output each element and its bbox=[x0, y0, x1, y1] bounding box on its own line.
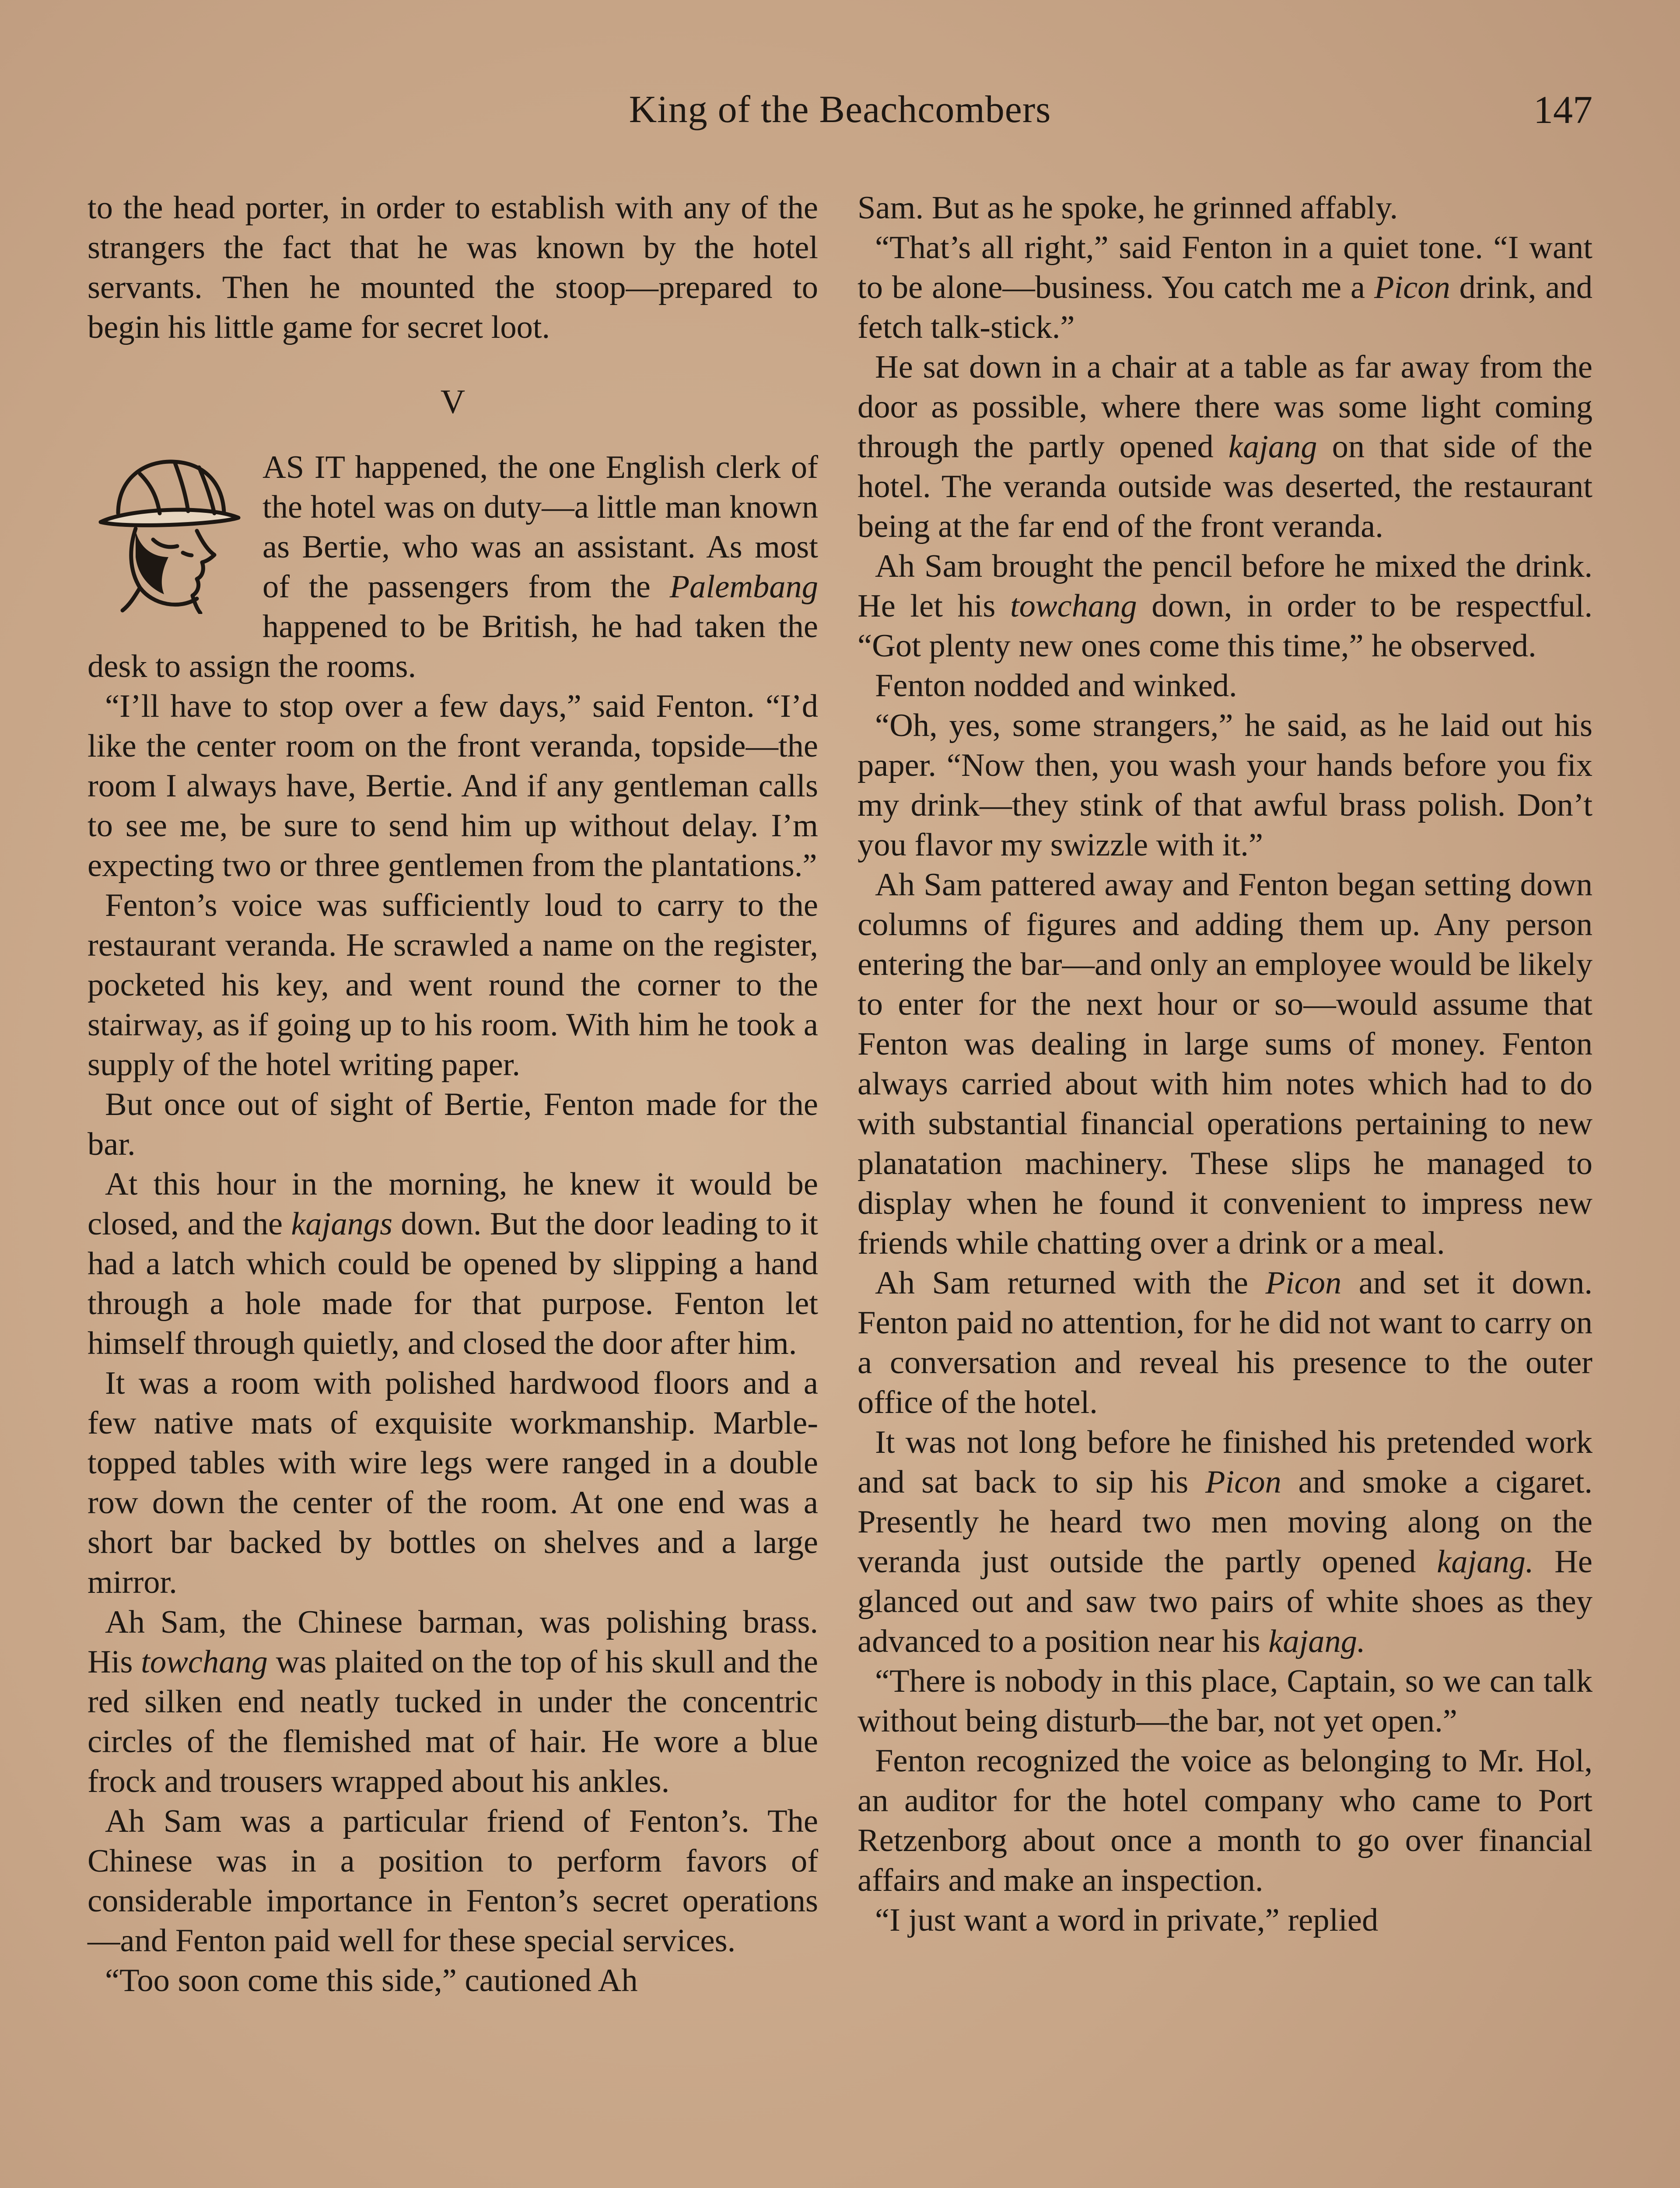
paragraph: At this hour in the morning, he knew it would be closed, and the kajangs down. But the door leading to it had a latch which could be opened by slipping a hand through a hole made for that purpose. Fenton let himself through quietly, and closed the door after him. bbox=[88, 1166, 818, 1361]
paragraph: Ah Sam, the Chinese barman, was polishing brass. His towchang was plaited on the top of his skull and the red silken end neatly tucked in under the concentric circles of the flemished mat of hair. He wore a blue frock and trousers wrapped about his ankles. bbox=[88, 1604, 818, 1799]
page-number: 147 bbox=[1533, 88, 1592, 132]
paragraph: It was a room with polished hardwood floors and a few native mats of exquisite workmanship. Marble-topped tables with wire legs were ranged in a double row down the center of the room. At one end was a short bar backed by bottles on shelves and a large mirror. bbox=[88, 1365, 818, 1600]
paragraph: Fenton nodded and winked. bbox=[875, 668, 1237, 704]
running-header bbox=[88, 88, 1592, 144]
section-number: V bbox=[440, 382, 466, 421]
paragraph: But once out of sight of Bertie, Fenton made for the bar. bbox=[88, 1087, 818, 1162]
running-title: King of the Beachcombers bbox=[629, 88, 1051, 131]
paragraph: “That’s all right,” said Fenton in a quiet tone. “I want to be alone—business. You catch me a Picon drink, and fetch talk-stick.” bbox=[858, 230, 1592, 345]
right-column bbox=[858, 188, 1592, 1940]
left-column bbox=[88, 188, 818, 2001]
pith-helmet-man-icon bbox=[88, 448, 249, 614]
paragraph: to the head porter, in order to establish with any of the strangers the fact that he was known by the hotel servants. Then he mounted the stoop—prepared to begin his little game for secret loot. bbox=[88, 190, 818, 345]
paragraph: “There is nobody in this place, Captain, so we can talk without being disturb—the bar, not yet open.” bbox=[858, 1663, 1592, 1739]
paragraph: Sam. But as he spoke, he grinned affably. bbox=[858, 190, 1398, 226]
paragraph: “I just want a word in private,” replied bbox=[875, 1902, 1379, 1938]
paragraph: Fenton recognized the voice as belonging to Mr. Hol, an auditor for the hotel company who came to Port Retzenborg about once a month to go over financial affairs and make an inspection. bbox=[858, 1743, 1592, 1898]
paragraph: “Oh, yes, some strangers,” he said, as he laid out his paper. “Now then, you wash your hands before you fix my drink—they stink of that awful brass polish. Don’t you flavor my swizzle with it.” bbox=[858, 708, 1592, 863]
paragraph: He sat down in a chair at a table as far away from the door as possible, where there was some light coming through the partly opened kajang on that side of the hotel. The veranda outside was deserted, the restaurant being at the far end of the front veranda. bbox=[858, 349, 1592, 544]
illustrated-opening bbox=[88, 448, 818, 687]
paragraph: It was not long before he finished his pretended work and sat back to sip his Picon and smoke a cigaret. Presently he heard two men moving along on the veranda just outside the partly opened kajang. He glanced out and saw two pairs of white shoes as they advanced to a position near his kajang. bbox=[858, 1424, 1593, 1659]
paragraph: Ah Sam pattered away and Fenton began setting down columns of figures and adding them up. Any person entering the bar—and only an employee would be likely to enter for the next hour or so—would assume that Fenton was dealing in large sums of money. Fenton always carried about with him notes which had to do with substantial financial operations pertaining to new planatation machinery. These slips he managed to display when he found it convenient to impress new friends while chatting over a drink or a meal. bbox=[858, 867, 1592, 1261]
paragraph: “I’ll have to stop over a few days,” said Fenton. “I’d like the center room on the front veranda, topside—the room I always have, Bertie. And if any gentleman calls to see me, be sure to send him up without delay. I’m expecting two or three gentlemen from the plantations.” bbox=[88, 688, 818, 884]
paragraph: “Too soon come this side,” cautioned Ah bbox=[105, 1963, 638, 1999]
paragraph: Ah Sam was a particular friend of Fenton’s. The Chinese was in a position to perform favors of considerable importance in Fenton’s secret operations—and Fenton paid well for these special services. bbox=[88, 1803, 818, 1959]
paragraph: AS IT happened, the one English clerk of the hotel was on duty—a little man known as Bertie, who was an assistant. As most of the passengers from the Palembang happened to be British, he had taken the desk to assign the rooms. bbox=[88, 449, 818, 684]
paragraph: Fenton’s voice was sufficiently loud to carry to the restaurant veranda. He scrawled a name on the register, pocketed his key, and went round the corner to the stairway, as if going up to his room. With him he took a supply of the hotel writing paper. bbox=[88, 887, 818, 1083]
paragraph: Ah Sam returned with the Picon and set it down. Fenton paid no attention, for he did not want to carry on a conversation and reveal his presence to the outer office of the hotel. bbox=[858, 1265, 1592, 1420]
paragraph: Ah Sam brought the pencil before he mixed the drink. He let his towchang down, in order to be respectful. “Got plenty new ones come this time,” he observed. bbox=[858, 548, 1592, 664]
